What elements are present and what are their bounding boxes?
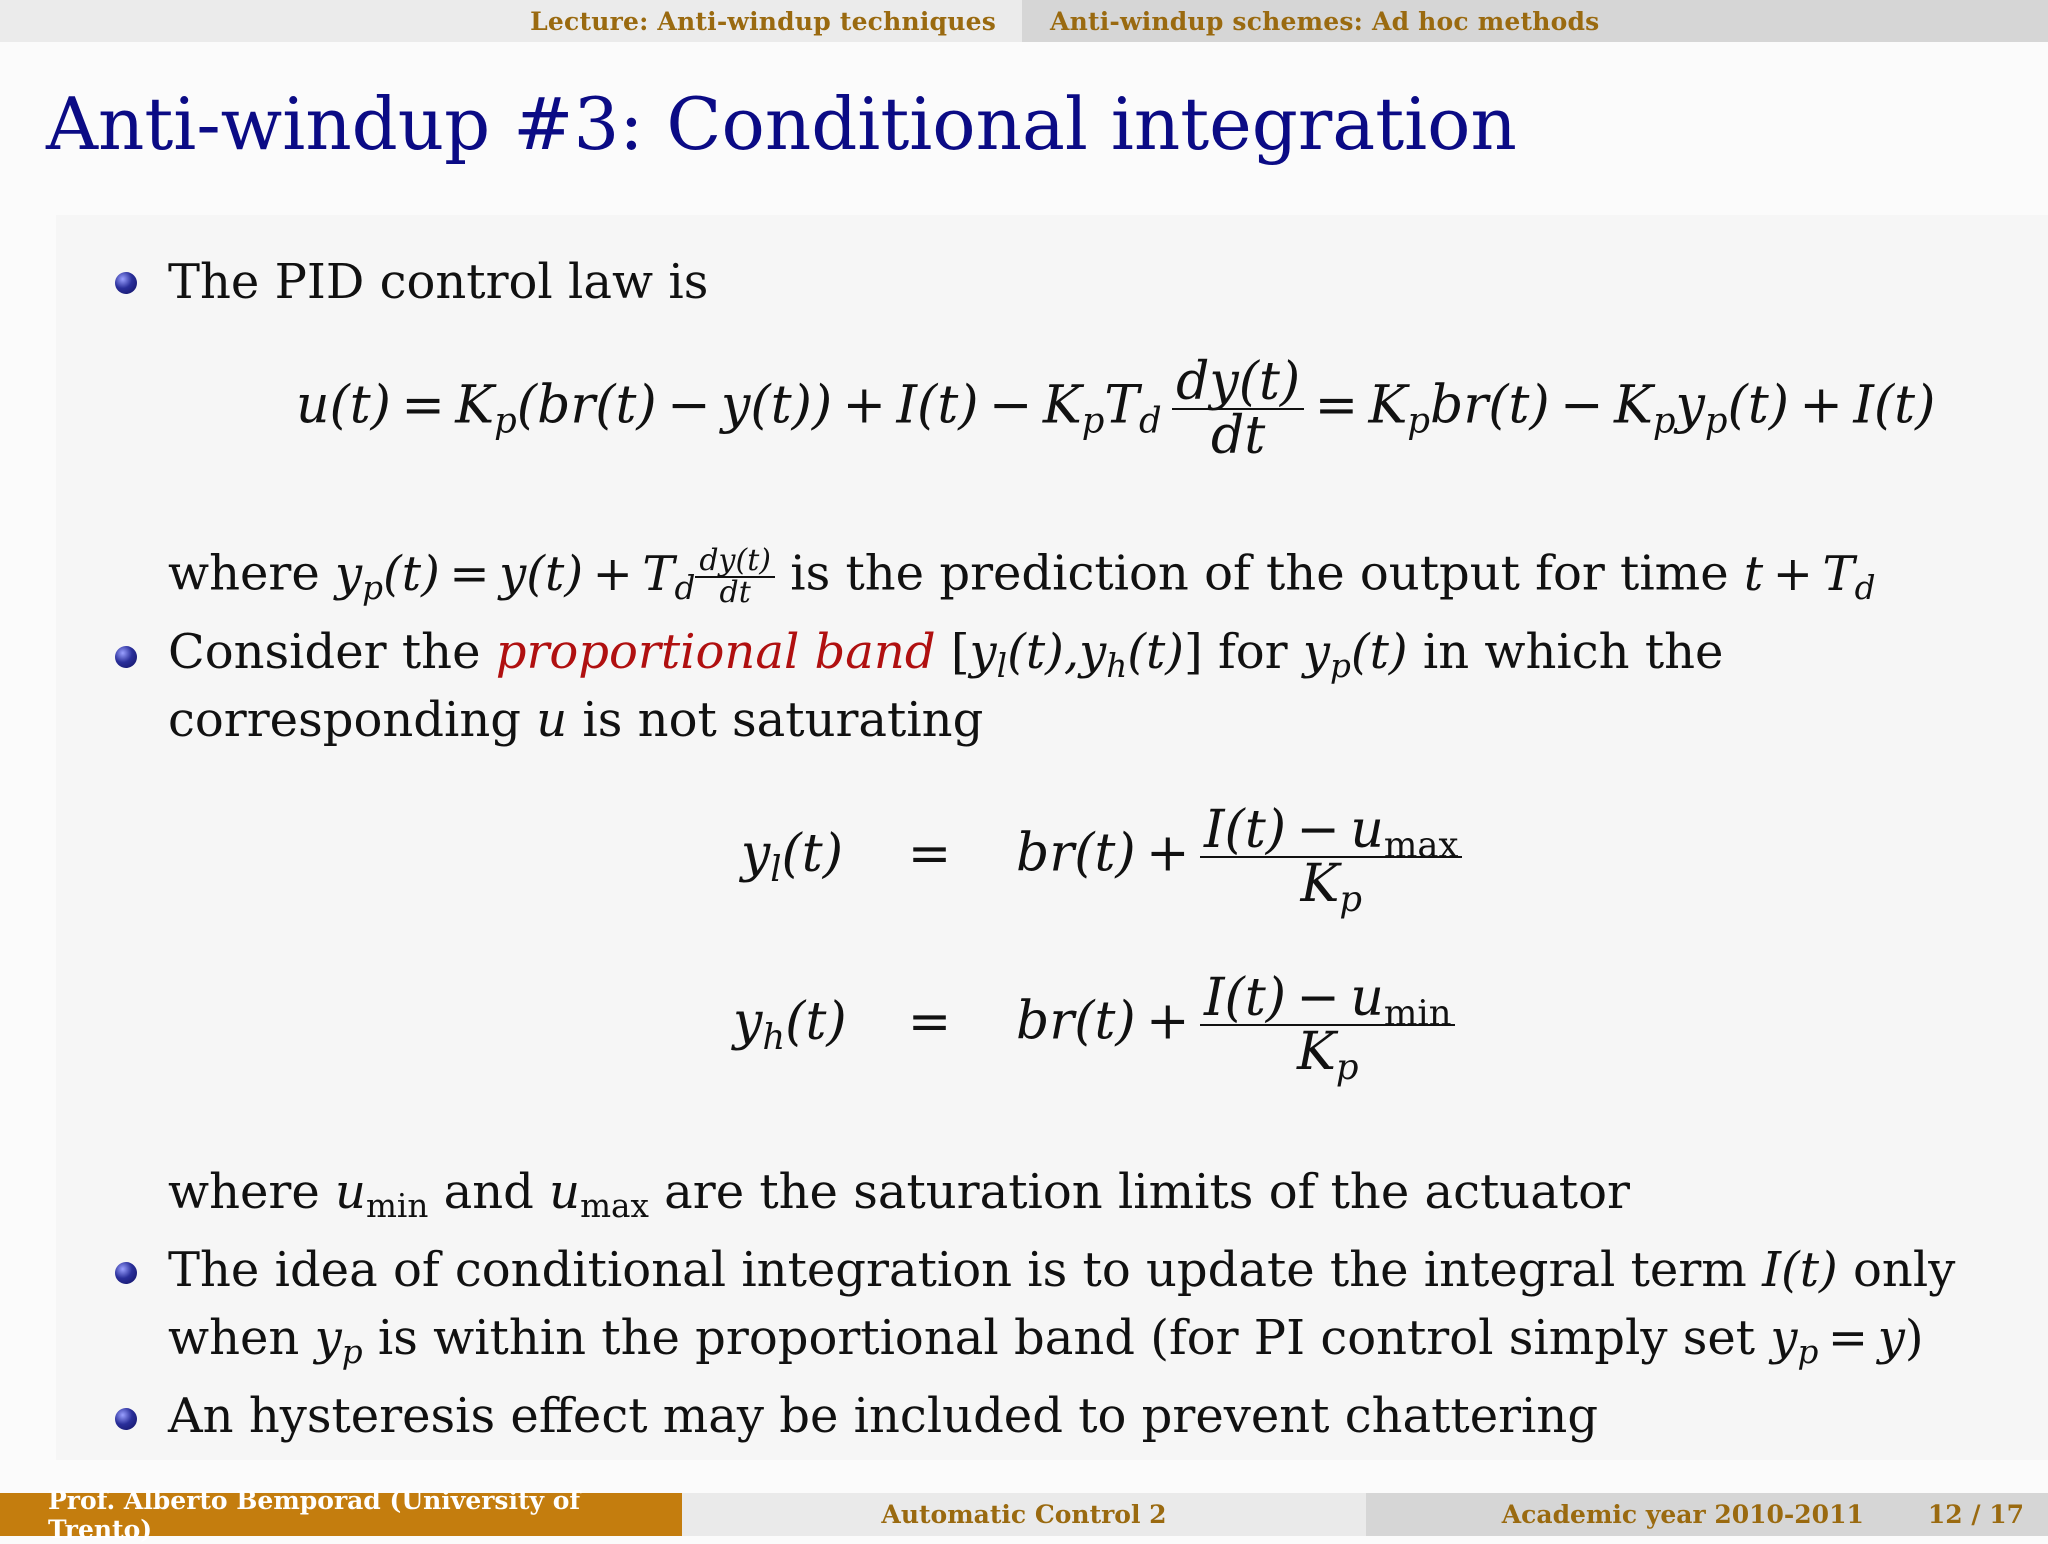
bullet-icon [115,272,137,294]
slide-footer [0,1485,2048,1544]
and-word: and [443,1164,534,1220]
footer-year-label: Academic year 2010-2011 [1501,1500,1864,1529]
header-section [0,0,1022,42]
bullet-2-text-a: Consider the [168,624,481,680]
bullet-2-line-1: Consider the proportional band $[y_l(t),y_h(t)]$ for $y_p(t)$ in which the [168,624,1724,686]
yh-equation: $y_h(t) = br(t)$ + $\frac{I(t) - u_{min}}{K_p}$ [733,972,1455,1078]
prediction-text: is the prediction of the output for time [790,545,1729,602]
where-word: where [168,545,320,602]
slide-header [0,0,2048,42]
where-limits-line: where $u_{min}$ and $u_{max}$ are the saturation limits of the actuator [168,1164,1630,1226]
footer-author [0,1485,682,1544]
footer-course [682,1493,1366,1536]
limits-text: are the saturation limits of the actuator [664,1164,1630,1220]
bullet-icon [115,1408,137,1430]
footer-year [1366,1493,2048,1536]
pid-equation: $u(t) = K_p(br(t) - y(t)) + I(t) - K_pT_d$ $\frac{dy(t)}{dt}$ = $K_pbr(t) - K_py_p(t) + I(t)$ [296,352,1936,466]
yl-equation: $y_l(t) = br(t)$ + $\frac{I(t) - u_{max}}{K_p}$ [733,804,1462,910]
bullet-1-text: The PID control law is [168,254,709,310]
bullet-2-line-2-a: corresponding [168,692,521,748]
bullet-3-text-b: only [1853,1242,1956,1298]
bullet-icon [115,646,137,668]
bullet-icon [115,1262,137,1284]
footer-author-label: Prof. Alberto Bemporad (University of Trento) [48,1485,581,1544]
bullet-2-line-2-b: is not saturating [582,692,984,748]
bullet-3-line-2-a: when [168,1310,300,1366]
bullet-3-line-2: when $y_p$ is within the proportional band (for PI control simply set $y_p = y$) [168,1310,1924,1372]
proportional-band-term: proportional band [495,624,936,680]
bullet-3-line-1: The idea of conditional integration is to update the integral term I(t) only [168,1242,1956,1298]
slide-title: Anti-windup #3: Conditional integration [46,82,1517,166]
bullet-2-text-b: for [1218,624,1288,680]
footer-course-label: Automatic Control 2 [881,1500,1167,1529]
header-section-label: Lecture: Anti-windup techniques [530,6,996,36]
bullet-3-text-a: The idea of conditional integration is to update the integral term [168,1242,1747,1298]
header-subsection-label: Anti-windup schemes: Ad hoc methods [1050,6,1600,36]
where-prediction-line: where $y_p(t) = y(t) + T_d$ $\frac{dy(t)}{dt}$ is the prediction of the output for time $t + T_d$ [168,543,1876,610]
bullet-2-text-c: in which the [1422,624,1724,680]
where-word-2: where [168,1164,320,1220]
bullet-2-line-2: corresponding u is not saturating [168,692,984,748]
bullet-3-line-2-b: is within the proportional band (for PI control simply set [377,1310,1756,1366]
page-number: 12 / 17 [1927,1500,2024,1529]
header-subsection [1022,0,2048,42]
bullet-4-text: An hysteresis effect may be included to prevent chattering [168,1388,1599,1444]
